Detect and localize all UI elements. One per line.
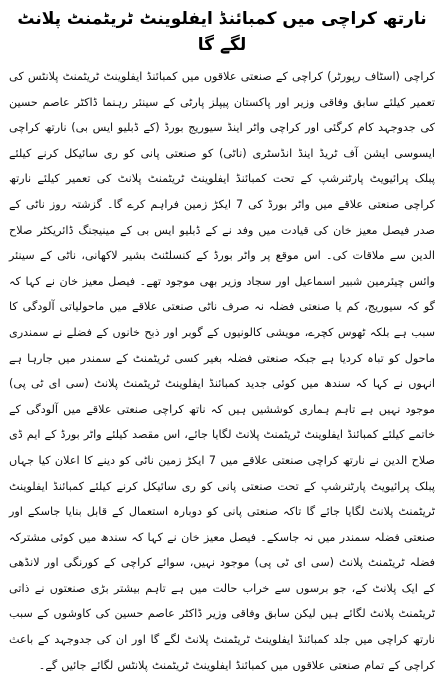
article-body: کراچی (اسٹاف رپورٹر) کراچی کے صنعتی علاقوں میں کمبائنڈ ایفلوینٹ ٹریٹمنٹ پلانٹس کی تعمیر کیلئے سابق وفاقی وزیر اور پاکستان پیپلز پارٹی کے سینئر رہنما ڈاکٹر عاصم حسین کی جدوجہد کام کرگئی اور کراچی واٹر اینڈ سیوریج بورڈ (کے ڈبلیو ایس بی) نارتھ کراچی ایسوسی ایشن آف ٹریڈ اینڈ انڈسٹری (ناٹی) کو صنعتی پانی کو ری سائیکل کرنے کیلئے پبلک پرائیویٹ پارٹنرشپ کے تحت کمبائنڈ ایفلوینٹ ٹریٹمنٹ پلانٹ کی تعمیر کیلئے نارتھ کراچی صنعتی علاقے میں واٹر بورڈ کی 7 ایکڑ زمین فراہم کرے گا۔ گزشتہ روز ناٹی کے صدر فیصل معیز خان کی قیادت میں وفد نے کے ڈبلیو ایس بی کے مینیجنگ ڈائریکٹر صلاح الدین سے ملاقات کی۔ اس موقع پر واٹر بورڈ کے کنسلٹنٹ بشیر لاکھانی، ناٹی کے سینئر وائس چیئرمین شبیر اسماعیل اور سجاد وزیر بھی موجود تھے۔ فیصل معیز خان نے کہا کہ گو کہ سیوریج، کم یا صنعتی فضلہ نہ صرف ناٹی صنعتی علاقے میں ماحولیاتی آلودگی کا سبب ہے بلکہ ٹھوس کچرے، مویشی کالونیوں کے گوبر اور ذبح خانوں کے فضلے نے سمندری ماحول کو تباہ کردیا ہے جبکہ صنعتی فضلہ بغیر کسی ٹریٹمنٹ کے سمندر میں جارہا ہے انہوں نے کہا کہ سندھ میں کوئی جدید کمبائنڈ ایفلوینٹ ٹریٹمنٹ پلانٹ (سی ای ٹی پی) موجود نہیں ہے تاہم ہماری کوششیں ہیں کہ ناتھ کراچی صنعتی علاقے میں آلودگی کے خاتمے کیلئے کمبائنڈ ایفلوینٹ ٹریٹمنٹ پلانٹ لگایا جائے، اس مقصد کیلئے واٹر بورڈ کے ایم ڈی صلاح الدین نے نارتھ کراچی صنعتی علاقے میں 7 ایکڑ زمین ناٹی کو دینے کا اعلان کیا جہاں پبلک پرائیویٹ پارٹنرشپ کے تحت صنعتی پانی کو ری سائیکل کرنے کیلئے کمبائنڈ ایفلوینٹ ٹریٹمنٹ پلانٹ لگایا جائے گا تاکہ صنعتی پانی کو دوبارہ استعمال کے قابل بنایا جاسکے اور صنعتی فضلہ سمندر میں نہ جاسکے۔ فیصل معیز خان نے کہا کہ سندھ میں کوئی مشترکہ فضلہ ٹریٹمنٹ پلانٹ (سی ای ٹی پی) موجود نہیں، سوائے کراچی کے کورنگی اور لانڈھی کے ایک پلانٹ کے، جو برسوں سے خراب حالت میں ہے تاہم بیشتر بڑی صنعتوں نے ذاتی ٹریٹمنٹ پلانٹ لگائے ہیں لیکن سابق وفاقی وزیر ڈاکٹر عاصم حسین کی کاوشوں کے سبب نارتھ کراچی میں جلد کمبائنڈ ایفلوینٹ ٹریٹمنٹ پلانٹ لگے گا اور ان کی جدوجہد کے باعث کراچی کے تمام صنعتی علاقوں میں کمبائنڈ ایفلوینٹ ٹریٹمنٹ پلانٹس لگائے جائیں گے۔ bbox=[9, 70, 435, 672]
article-headline: نارتھ کراچی میں کمبائنڈ ایفلوینٹ ٹریٹمنٹ پلانٹ لگے گا bbox=[17, 9, 427, 55]
